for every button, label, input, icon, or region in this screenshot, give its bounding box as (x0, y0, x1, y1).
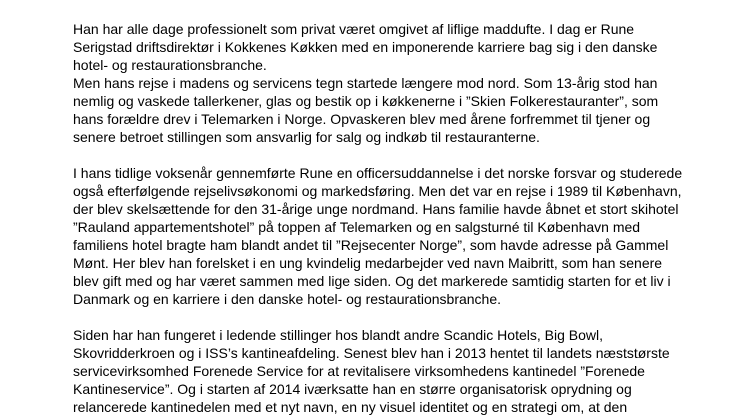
text-line: I hans tidlige voksenår gennemførte Rune en officersuddannelse i det norske forsvar og studerede (73, 165, 683, 181)
paragraph-3 (73, 164, 713, 308)
text-line: Skovridderkroen og i ISS’s kantineafdeling. Senest blev han i 2013 hentet til landets næststørste (73, 345, 670, 361)
text-line: blev gift med og har været sammen med lige siden. Og det markerede samtidig starten for et liv i (73, 273, 671, 289)
text-line: servicevirksomhed Forenede Service for at revitalisere virksomhedens kantinedel ”Forenede (73, 363, 645, 379)
paragraph-spacer (73, 146, 713, 164)
text-line: der blev skelsættende for den 31-årige unge nordmand. Hans familie havde åbnet et stort skihotel (73, 201, 679, 217)
text-line: nemlig og vaskede tallerkener, glas og bestik op i køkkenerne i ”Skien Folkerestauranter”, som (73, 93, 659, 109)
text-line: Men hans rejse i madens og servicens tegn startede længere mod nord. Som 13-årig stod han (73, 75, 658, 91)
text-line: Han har alle dage professionelt som privat været omgivet af liflige maddufte. I dag er Rune (73, 21, 635, 37)
text-line: senere betroet stillingen som ansvarlig for salg og indkøb til restauranterne. (73, 129, 540, 145)
paragraph-4 (73, 326, 713, 416)
text-line: familiens hotel bragte ham blandt andet til ”Rejsecenter Norge”, som havde adresse på Gammel (73, 237, 669, 253)
text-line: også efterfølgende rejselivsøkonomi og markedsføring. Men det var en rejse i 1989 til København, (73, 183, 682, 199)
text-line: hans forældre drev i Telemarken i Norge. Opvaskeren blev med årene forfremmet til tjener og (73, 111, 651, 127)
text-line: Siden har han fungeret i ledende stillinger hos blandt andre Scandic Hotels, Big Bowl, (73, 327, 603, 343)
text-line: hotel- og restaurationsbranche. (73, 57, 267, 73)
paragraph-2 (73, 74, 713, 146)
text-line: ”Rauland appartementshotel” på toppen af Telemarken og en salgsturné til København med (73, 219, 641, 235)
paragraph-spacer (73, 308, 713, 326)
article-body (73, 20, 713, 416)
text-line: relancerede kantinedelen med et nyt navn, en ny visuel identitet og en strategi om, at den (73, 399, 628, 415)
text-line: Mønt. Her blev han forelsket i en ung kvindelig medarbejder ved navn Maibritt, som han senere (73, 255, 663, 271)
text-line: Serigstad driftsdirektør i Kokkenes Køkken med en imponerende karriere bag sig i den danske (73, 39, 658, 55)
text-line: Kantineservice”. Og i starten af 2014 iværksatte han en større organisatorisk oprydning og (73, 381, 632, 397)
paragraph-1 (73, 20, 713, 74)
text-line: Danmark og en karriere i den danske hotel- og restaurationsbranche. (73, 291, 502, 307)
